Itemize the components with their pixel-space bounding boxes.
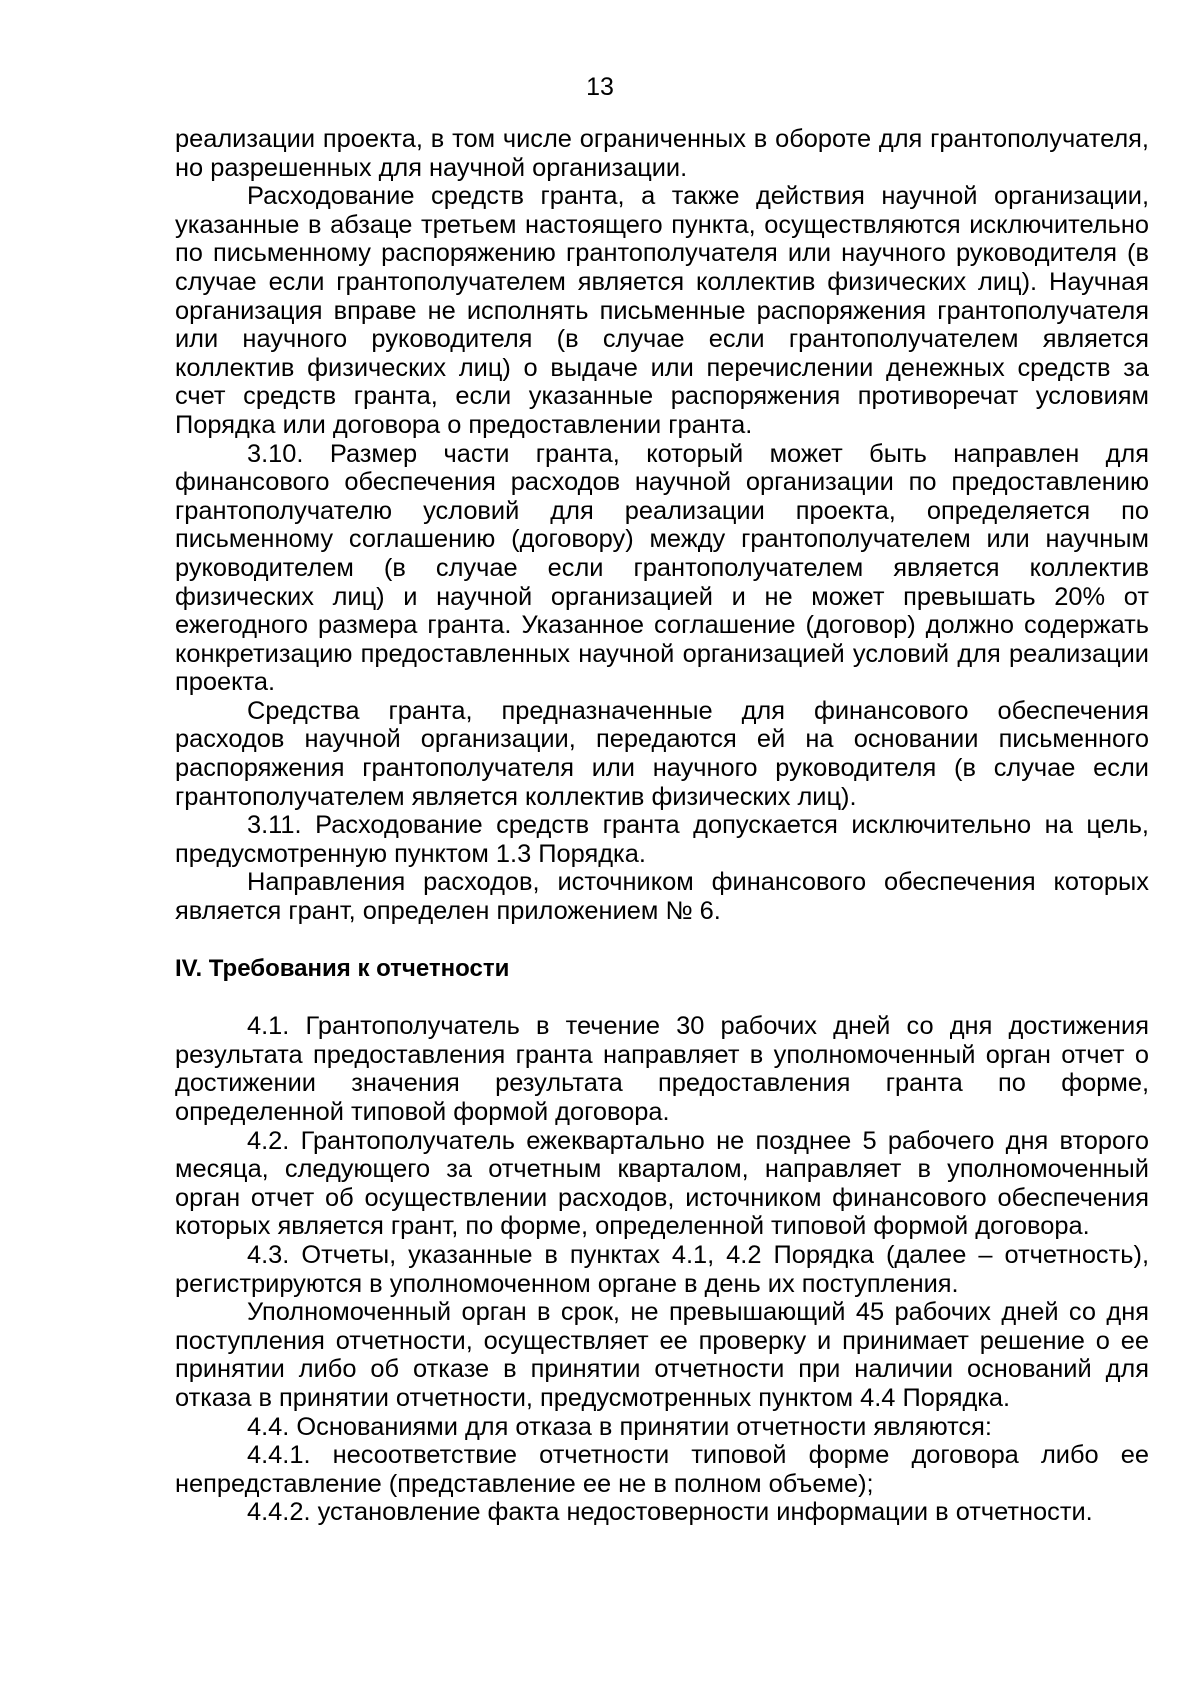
paragraph-4-1: 4.1. Грантополучатель в течение 30 рабочих дней со дня достижения результата предоставления гранта направляет в уполномоченный орган отчет о достижении значения результата предоставления гранта по форме, определенной типовой формой договора. — [175, 1012, 1149, 1126]
paragraph: Средства гранта, предназначенные для финансового обеспечения расходов научной организации, передаются ей на основании письменного распоряжения грантополучателя или научного руководителя (в случае если грантополучателем является коллектив физических лиц). — [175, 696, 1149, 811]
paragraph-4-4: 4.4. Основаниями для отказа в принятии отчетности являются: — [247, 1412, 992, 1441]
paragraph-4-4-1: 4.4.1. несоответствие отчетности типовой форме договора либо ее непредставление (представление ее не в полном объеме); — [175, 1441, 1149, 1498]
paragraph-4-4-2: 4.4.2. установление факта недостоверности информации в отчетности. — [247, 1498, 1093, 1527]
document-body — [175, 125, 1149, 1527]
paragraph: реализации проекта, в том числе ограниченных в обороте для грантополучателя, но разрешенных для научной организации. — [175, 125, 1149, 182]
paragraph: Уполномоченный орган в срок, не превышающий 45 рабочих дней со дня поступления отчетности, осуществляет ее проверку и принимает решение о ее принятии либо об отказе в принятии отчетности при наличии оснований для отказа в принятии отчетности, предусмотренных пунктом 4.4 Порядка. — [175, 1298, 1149, 1412]
paragraph: Расходование средств гранта, а также действия научной организации, указанные в абзаце третьем настоящего пункта, осуществляются исключительно по письменному распоряжению грантополучателя или научного руководителя (в случае если грантополучателем является коллектив физических лиц). Научная организация вправе не исполнять письменные распоряжения грантополучателя или научного руководителя (в случае если грантополучателем является коллектив физических лиц) о выдаче или перечислении денежных средств за счет средств гранта, если указанные распоряжения противоречат условиям Порядка или договора о предоставлении гранта. — [175, 182, 1149, 439]
section-heading: IV. Требования к отчетности — [175, 954, 510, 982]
paragraph-4-3: 4.3. Отчеты, указанные в пунктах 4.1, 4.2 Порядка (далее – отчетность), регистрируются в уполномоченном органе в день их поступления. — [175, 1240, 1149, 1298]
paragraph-4-2: 4.2. Грантополучатель ежеквартально не позднее 5 рабочего дня второго месяца, следующего за отчетным кварталом, направляет в уполномоченный орган отчет об осуществлении расходов, источником финансового обеспечения которых является грант, по форме, определенной типовой формой договора. — [175, 1126, 1149, 1241]
paragraph-3-10: 3.10. Размер части гранта, который может быть направлен для финансового обеспечения расходов научной организации по предоставлению грантополучателю условий для реализации проекта, определяется по письменному соглашению (договору) между грантополучателем или научным руководителем (в случае если грантополучателем является коллектив физических лиц) и научной организацией и не может превышать 20% от ежегодного размера гранта. Указанное соглашение (договор) должно содержать конкретизацию предоставленных научной организацией условий для реализации проекта. — [175, 439, 1149, 697]
page-number: 13 — [586, 73, 614, 101]
paragraph: Направления расходов, источником финансового обеспечения которых является грант, определен приложением № 6. — [175, 868, 1149, 926]
paragraph-3-11: 3.11. Расходование средств гранта допускается исключительно на цель, предусмотренную пунктом 1.3 Порядка. — [175, 811, 1149, 868]
